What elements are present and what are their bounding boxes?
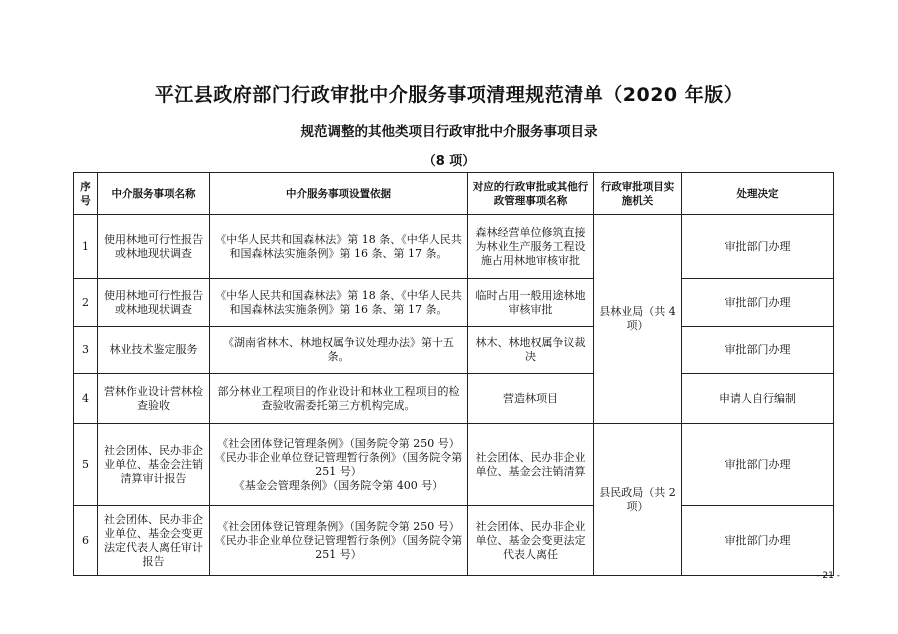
cell-decision: 审批部门办理 — [682, 215, 834, 279]
cell-item: 森林经营单位修筑直接为林业生产服务工程设施占用林地审核审批 — [468, 215, 594, 279]
table-row — [74, 215, 834, 279]
header-name: 中介服务事项名称 — [98, 173, 210, 215]
item-count: （8 项） — [422, 154, 476, 169]
cell-decision: 审批部门办理 — [682, 424, 834, 506]
table-header-row — [74, 173, 834, 215]
header-agency: 行政审批项目实施机关 — [594, 173, 682, 215]
cell-name: 营林作业设计营林检查验收 — [98, 374, 210, 424]
cell-decision: 审批部门办理 — [682, 506, 834, 576]
header-seq: 序号 — [74, 173, 98, 215]
document-subtitle: 规范调整的其他类项目行政审批中介服务事项目录 — [300, 124, 598, 140]
basis-line: 部分林业工程项目的作业设计和林业工程项目的检查验收需委托第三方机构完成。 — [217, 384, 460, 412]
cell-decision: 审批部门办理 — [682, 279, 834, 327]
cell-item: 社会团体、民办非企业单位、基金会注销清算 — [468, 424, 594, 506]
cell-name: 使用林地可行性报告或林地现状调查 — [98, 215, 210, 279]
cell-basis — [210, 506, 468, 576]
cell-seq: 6 — [74, 506, 98, 576]
cell-decision: 申请人自行编制 — [682, 374, 834, 424]
table-row — [74, 506, 834, 576]
page-number: - 21 - — [816, 571, 840, 581]
header-item: 对应的行政审批或其他行政管理事项名称 — [468, 173, 594, 215]
table-row — [74, 279, 834, 327]
basis-line: 《民办非企业单位登记管理暂行条例》（国务院令第 251 号） — [214, 533, 463, 561]
cell-seq: 4 — [74, 374, 98, 424]
cell-basis — [210, 374, 468, 424]
cell-item: 临时占用一般用途林地审核审批 — [468, 279, 594, 327]
basis-line: 《基金会管理条例》（国务院令第 400 号） — [233, 478, 444, 492]
cell-decision: 审批部门办理 — [682, 327, 834, 374]
cell-name: 使用林地可行性报告或林地现状调查 — [98, 279, 210, 327]
table-row — [74, 327, 834, 374]
service-items-table — [73, 172, 834, 576]
cell-item: 林木、林地权属争议裁决 — [468, 327, 594, 374]
cell-name: 林业技术鉴定服务 — [98, 327, 210, 374]
basis-line: 《湖南省林木、林地权属争议处理办法》第十五条。 — [223, 336, 454, 363]
cell-item: 营造林项目 — [468, 374, 594, 424]
cell-seq: 5 — [74, 424, 98, 506]
cell-name: 社会团体、民办非企业单位、基金会注销清算审计报告 — [98, 424, 210, 506]
cell-agency-civil: 县民政局（共 2 项） — [594, 424, 682, 576]
document-title: 平江县政府部门行政审批中介服务事项清理规范清单（2020 年版） — [154, 84, 744, 106]
cell-agency-forestry: 县林业局（共 4 项） — [594, 215, 682, 424]
cell-basis — [210, 215, 468, 279]
header-decision: 处理决定 — [682, 173, 834, 215]
cell-seq: 3 — [74, 327, 98, 374]
basis-line: 《中华人民共和国森林法》第 18 条、《中华人民共和国森林法实施条例》第 16 条、第 17 条。 — [215, 288, 462, 316]
cell-seq: 2 — [74, 279, 98, 327]
header-basis: 中介服务事项设置依据 — [210, 173, 468, 215]
basis-line: 《中华人民共和国森林法》第 18 条、《中华人民共和国森林法实施条例》第 16 条、第 17 条。 — [215, 232, 462, 260]
basis-line: 《社会团体登记管理条例》（国务院令第 250 号） — [217, 519, 460, 533]
table-row — [74, 374, 834, 424]
cell-basis — [210, 327, 468, 374]
basis-line: 《社会团体登记管理条例》（国务院令第 250 号） — [217, 436, 460, 450]
table-row — [74, 424, 834, 506]
cell-basis — [210, 424, 468, 506]
basis-line: 《民办非企业单位登记管理暂行条例》（国务院令第 251 号） — [214, 450, 463, 478]
cell-name: 社会团体、民办非企业单位、基金会变更法定代表人离任审计报告 — [98, 506, 210, 576]
cell-basis — [210, 279, 468, 327]
cell-seq: 1 — [74, 215, 98, 279]
cell-item: 社会团体、民办非企业单位、基金会变更法定代表人离任 — [468, 506, 594, 576]
